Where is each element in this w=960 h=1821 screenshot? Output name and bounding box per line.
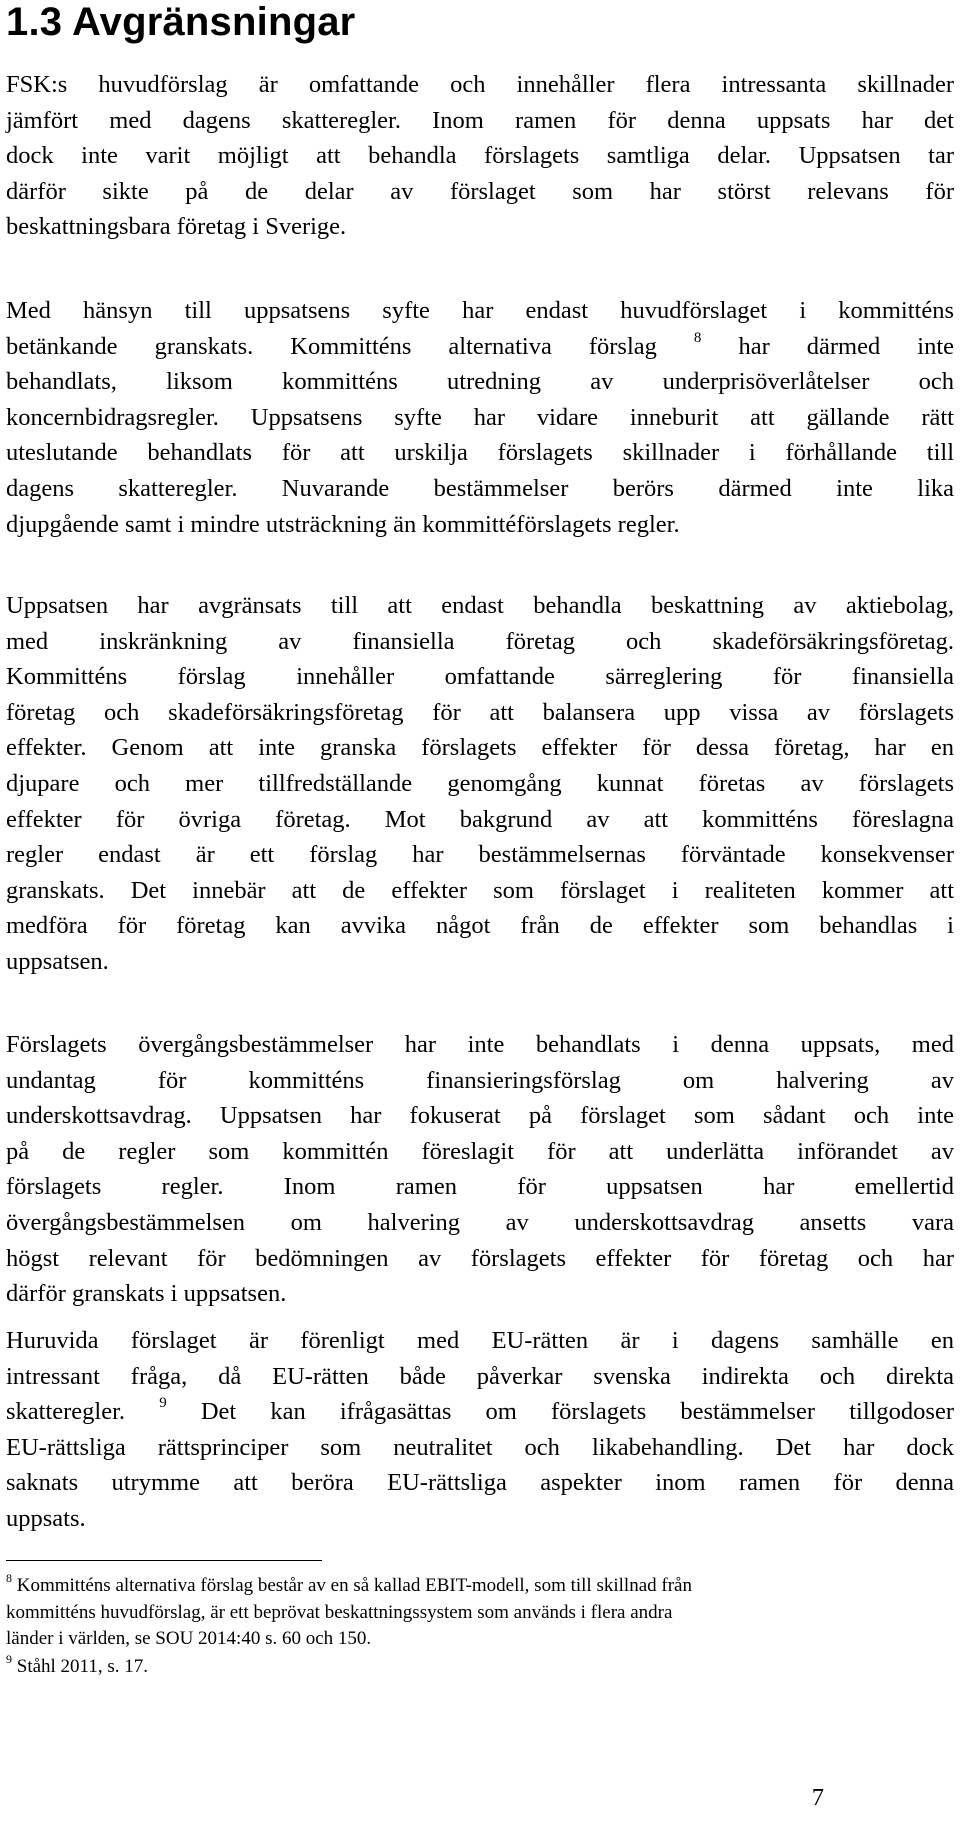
paragraph-eu-law: [6, 1323, 954, 1537]
document-page: [6, 0, 954, 1821]
footnote-number: 9: [6, 1652, 12, 1666]
text-line: företag och skadeförsäkringsföretag för att balansera upp vissa av förslagets: [6, 698, 954, 726]
text-line: intressant fråga, då EU-rätten både påverkar svenska indirekta och direkta: [6, 1362, 954, 1390]
footnote-line: [6, 1573, 954, 1600]
text-line: djupgående samt i mindre utsträckning än kommittéförslagets regler.: [6, 510, 680, 538]
text-line: högst relevant för bedömningen av förslagets effekter för företag och har: [6, 1244, 954, 1272]
section-heading: 1.3 Avgränsningar: [6, 0, 356, 44]
text-line: Uppsatsen har avgränsats till att endast behandla beskattning av aktiebolag,: [6, 592, 954, 619]
footnote-line: länder i världen, se SOU 2014:40 s. 60 och 150.: [6, 1628, 372, 1649]
text-line: därför granskats i uppsatsen.: [6, 1280, 287, 1308]
text-line: Kommitténs förslag innehåller omfattande särreglering för finansiella: [6, 663, 954, 691]
text-line: EU-rättsliga rättsprinciper som neutralitet och likabehandling. Det har dock: [6, 1433, 954, 1461]
text-line: med inskränkning av finansiella företag och skadeförsäkringsföretag.: [6, 627, 954, 655]
text-line: på de regler som kommittén föreslagit för att underlätta införandet av: [6, 1137, 954, 1165]
text-segment: Det kan ifrågasättas om förslagets bestämmelser tillgodoser: [200, 1398, 955, 1426]
text-line: djupare och mer tillfredställande genomgång kunnat företas av förslagets: [6, 769, 954, 797]
text-line: övergångsbestämmelsen om halvering av underskottsavdrag ansetts vara: [6, 1208, 954, 1236]
footnote-ref-9[interactable]: 9: [159, 1395, 167, 1412]
text-line: dock inte varit möjligt att behandla förslagets samtliga delar. Uppsatsen tar: [6, 142, 954, 170]
text-segment: skatteregler.: [6, 1398, 126, 1426]
text-line: koncernbidragsregler. Uppsatsens syfte har vidare inneburit att gällande rätt: [6, 403, 954, 431]
text-line: undantag för kommitténs finansieringsförslag om halvering av: [6, 1066, 954, 1094]
text-line: förslagets regler. Inom ramen för uppsatsen har emellertid: [6, 1173, 954, 1201]
text-line: [6, 1394, 954, 1430]
footnote-9: [6, 1654, 954, 1681]
text-line: därför sikte på de delar av förslaget som har störst relevans för: [6, 177, 954, 205]
paragraph-transition-rules: [6, 1027, 954, 1312]
page-number: 7: [811, 1784, 824, 1811]
footnote-text: Kommitténs alternativa förslag består av en så kallad EBIT-modell, som till skillnad från: [16, 1575, 692, 1596]
footnote-8: [6, 1573, 954, 1653]
text-line: effekter. Genom att inte granska förslagets effekter för dessa företag, har en: [6, 734, 954, 762]
text-line: behandlats, liksom kommitténs utredning av underprisöverlåtelser och: [6, 368, 954, 396]
footnote-number: 8: [6, 1571, 12, 1585]
text-line: uteslutande behandlats för att urskilja förslagets skillnader i förhållande till: [6, 439, 954, 467]
text-line: Med hänsyn till uppsatsens syfte har endast huvudförslaget i kommitténs: [6, 297, 954, 324]
text-line: FSK:s huvudförslag är omfattande och innehåller flera intressanta skillnader: [6, 71, 954, 98]
footnote-text: Ståhl 2011, s. 17.: [16, 1656, 148, 1677]
text-line: medföra för företag kan avvika något från de effekter som behandlas i: [6, 912, 954, 940]
text-line: regler endast är ett förslag har bestämmelsernas förväntade konsekvenser: [6, 841, 954, 869]
footnote-line: [6, 1654, 954, 1681]
text-line: beskattningsbara företag i Sverige.: [6, 213, 347, 241]
text-segment: har därmed inte: [738, 332, 954, 360]
text-line: [6, 329, 954, 365]
text-line: uppsatsen.: [6, 947, 109, 975]
footnote-ref-8[interactable]: 8: [693, 329, 702, 346]
text-line: saknats utrymme att beröra EU-rättsliga aspekter inom ramen för denna: [6, 1469, 954, 1497]
text-line: jämfört med dagens skatteregler. Inom ramen för denna uppsats har det: [6, 106, 954, 134]
text-line: dagens skatteregler. Nuvarande bestämmelser berörs därmed inte lika: [6, 474, 954, 502]
paragraph-scope-intro: [6, 67, 954, 245]
paragraph-company-limitation: [6, 588, 954, 980]
footnote-line: kommitténs huvudförslag, är ett beprövat beskattningssystem som används i flera andra: [6, 1601, 673, 1623]
paragraph-main-proposal: [6, 293, 954, 542]
text-line: granskats. Det innebär att de effekter som förslaget i realiteten kommer att: [6, 876, 954, 904]
footnote-divider: [6, 1560, 322, 1561]
text-line: underskottsavdrag. Uppsatsen har fokuserat på förslaget som sådant och inte: [6, 1102, 954, 1130]
text-segment: betänkande granskats. Kommitténs alternativa förslag: [6, 332, 657, 360]
text-line: effekter för övriga företag. Mot bakgrund av att kommitténs föreslagna: [6, 805, 954, 833]
text-line: Förslagets övergångsbestämmelser har inte behandlats i denna uppsats, med: [6, 1031, 954, 1058]
text-line: Huruvida förslaget är förenligt med EU-rätten är i dagens samhälle en: [6, 1327, 954, 1354]
text-line: uppsats.: [6, 1504, 86, 1532]
